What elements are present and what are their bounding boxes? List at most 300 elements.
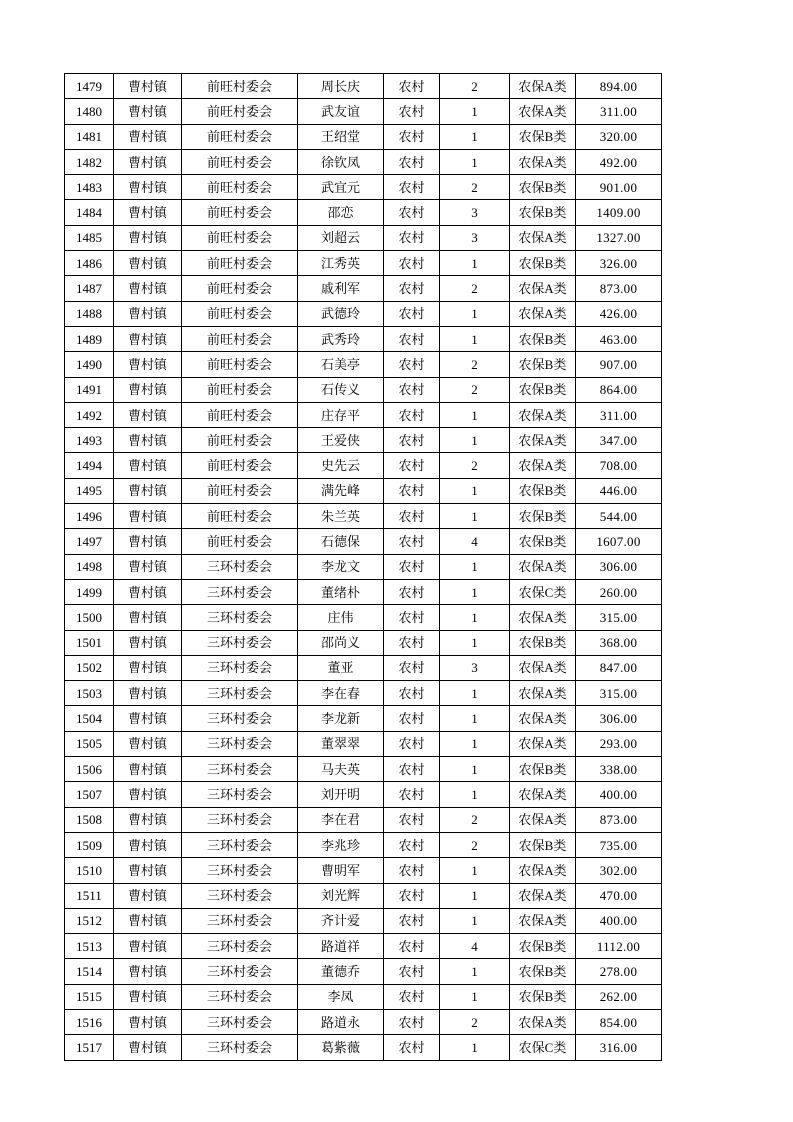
- cell-type: 农村: [384, 175, 440, 200]
- cell-amount: 302.00: [576, 858, 662, 883]
- cell-town: 曹村镇: [114, 478, 182, 503]
- cell-name: 李龙新: [298, 706, 384, 731]
- cell-seq: 1485: [65, 225, 114, 250]
- cell-name: 徐钦凤: [298, 149, 384, 174]
- cell-name: 路道永: [298, 1009, 384, 1034]
- cell-name: 董翠翠: [298, 731, 384, 756]
- cell-name: 李在春: [298, 681, 384, 706]
- cell-town: 曹村镇: [114, 175, 182, 200]
- cell-village: 三环村委会: [182, 681, 298, 706]
- cell-category: 农保A类: [510, 655, 576, 680]
- cell-seq: 1510: [65, 858, 114, 883]
- cell-village: 前旺村委会: [182, 504, 298, 529]
- cell-category: 农保A类: [510, 149, 576, 174]
- cell-seq: 1516: [65, 1009, 114, 1034]
- cell-name: 戚利军: [298, 276, 384, 301]
- cell-category: 农保A类: [510, 276, 576, 301]
- cell-amount: 320.00: [576, 124, 662, 149]
- cell-town: 曹村镇: [114, 934, 182, 959]
- cell-village: 三环村委会: [182, 832, 298, 857]
- table-row: [65, 1035, 662, 1060]
- cell-category: 农保B类: [510, 984, 576, 1009]
- cell-type: 农村: [384, 883, 440, 908]
- cell-village: 三环村委会: [182, 883, 298, 908]
- cell-category: 农保B类: [510, 251, 576, 276]
- cell-name: 董绪朴: [298, 579, 384, 604]
- cell-seq: 1489: [65, 326, 114, 351]
- cell-count: 1: [440, 554, 510, 579]
- table-row: [65, 175, 662, 200]
- cell-name: 李兆珍: [298, 832, 384, 857]
- cell-seq: 1490: [65, 352, 114, 377]
- table-row: [65, 655, 662, 680]
- cell-amount: 847.00: [576, 655, 662, 680]
- table-row: [65, 681, 662, 706]
- cell-village: 三环村委会: [182, 782, 298, 807]
- cell-name: 朱兰英: [298, 504, 384, 529]
- cell-seq: 1499: [65, 579, 114, 604]
- table-row: [65, 908, 662, 933]
- cell-amount: 306.00: [576, 554, 662, 579]
- cell-category: 农保B类: [510, 326, 576, 351]
- cell-town: 曹村镇: [114, 504, 182, 529]
- table-row: [65, 579, 662, 604]
- cell-village: 前旺村委会: [182, 251, 298, 276]
- cell-amount: 311.00: [576, 99, 662, 124]
- cell-count: 2: [440, 1009, 510, 1034]
- cell-type: 农村: [384, 478, 440, 503]
- table-row: [65, 554, 662, 579]
- cell-type: 农村: [384, 99, 440, 124]
- cell-category: 农保A类: [510, 225, 576, 250]
- cell-village: 三环村委会: [182, 1035, 298, 1060]
- cell-seq: 1491: [65, 377, 114, 402]
- cell-amount: 873.00: [576, 807, 662, 832]
- cell-village: 前旺村委会: [182, 200, 298, 225]
- cell-village: 三环村委会: [182, 554, 298, 579]
- cell-seq: 1496: [65, 504, 114, 529]
- cell-name: 李凤: [298, 984, 384, 1009]
- cell-seq: 1480: [65, 99, 114, 124]
- cell-name: 庄伟: [298, 605, 384, 630]
- cell-village: 前旺村委会: [182, 377, 298, 402]
- cell-name: 刘超云: [298, 225, 384, 250]
- cell-name: 满先峰: [298, 478, 384, 503]
- cell-town: 曹村镇: [114, 630, 182, 655]
- cell-town: 曹村镇: [114, 757, 182, 782]
- cell-amount: 873.00: [576, 276, 662, 301]
- cell-category: 农保A类: [510, 858, 576, 883]
- cell-seq: 1498: [65, 554, 114, 579]
- cell-count: 1: [440, 326, 510, 351]
- cell-name: 武友谊: [298, 99, 384, 124]
- cell-type: 农村: [384, 908, 440, 933]
- cell-category: 农保B类: [510, 757, 576, 782]
- cell-village: 前旺村委会: [182, 326, 298, 351]
- cell-count: 1: [440, 757, 510, 782]
- cell-name: 江秀英: [298, 251, 384, 276]
- cell-seq: 1514: [65, 959, 114, 984]
- cell-count: 1: [440, 984, 510, 1009]
- cell-category: 农保A类: [510, 453, 576, 478]
- cell-town: 曹村镇: [114, 428, 182, 453]
- cell-count: 1: [440, 149, 510, 174]
- cell-town: 曹村镇: [114, 1035, 182, 1060]
- cell-name: 史先云: [298, 453, 384, 478]
- cell-type: 农村: [384, 984, 440, 1009]
- table-row: [65, 428, 662, 453]
- cell-category: 农保B类: [510, 934, 576, 959]
- cell-name: 李龙文: [298, 554, 384, 579]
- cell-category: 农保B类: [510, 478, 576, 503]
- cell-town: 曹村镇: [114, 554, 182, 579]
- cell-town: 曹村镇: [114, 74, 182, 99]
- cell-seq: 1502: [65, 655, 114, 680]
- cell-seq: 1511: [65, 883, 114, 908]
- cell-village: 前旺村委会: [182, 478, 298, 503]
- cell-amount: 1409.00: [576, 200, 662, 225]
- cell-type: 农村: [384, 149, 440, 174]
- cell-category: 农保B类: [510, 529, 576, 554]
- cell-count: 1: [440, 478, 510, 503]
- cell-count: 1: [440, 251, 510, 276]
- cell-amount: 400.00: [576, 782, 662, 807]
- table-row: [65, 402, 662, 427]
- cell-seq: 1515: [65, 984, 114, 1009]
- cell-count: 1: [440, 428, 510, 453]
- cell-seq: 1501: [65, 630, 114, 655]
- cell-name: 董德乔: [298, 959, 384, 984]
- cell-amount: 907.00: [576, 352, 662, 377]
- cell-type: 农村: [384, 655, 440, 680]
- cell-name: 邵恋: [298, 200, 384, 225]
- cell-town: 曹村镇: [114, 377, 182, 402]
- cell-category: 农保A类: [510, 681, 576, 706]
- cell-town: 曹村镇: [114, 832, 182, 857]
- cell-name: 董亚: [298, 655, 384, 680]
- cell-type: 农村: [384, 377, 440, 402]
- table-row: [65, 630, 662, 655]
- cell-type: 农村: [384, 504, 440, 529]
- cell-name: 庄存平: [298, 402, 384, 427]
- cell-village: 三环村委会: [182, 908, 298, 933]
- cell-count: 2: [440, 352, 510, 377]
- cell-seq: 1500: [65, 605, 114, 630]
- cell-seq: 1487: [65, 276, 114, 301]
- cell-name: 石美亭: [298, 352, 384, 377]
- cell-type: 农村: [384, 579, 440, 604]
- cell-type: 农村: [384, 200, 440, 225]
- cell-type: 农村: [384, 225, 440, 250]
- cell-village: 前旺村委会: [182, 352, 298, 377]
- cell-amount: 1327.00: [576, 225, 662, 250]
- cell-amount: 1112.00: [576, 934, 662, 959]
- cell-count: 1: [440, 681, 510, 706]
- cell-amount: 901.00: [576, 175, 662, 200]
- cell-count: 4: [440, 529, 510, 554]
- cell-type: 农村: [384, 731, 440, 756]
- cell-category: 农保A类: [510, 807, 576, 832]
- cell-type: 农村: [384, 301, 440, 326]
- cell-type: 农村: [384, 529, 440, 554]
- cell-type: 农村: [384, 1009, 440, 1034]
- cell-village: 前旺村委会: [182, 149, 298, 174]
- cell-category: 农保B类: [510, 504, 576, 529]
- cell-category: 农保B类: [510, 352, 576, 377]
- cell-count: 3: [440, 200, 510, 225]
- cell-count: 1: [440, 731, 510, 756]
- table-row: [65, 504, 662, 529]
- cell-category: 农保A类: [510, 605, 576, 630]
- cell-name: 李在君: [298, 807, 384, 832]
- cell-seq: 1509: [65, 832, 114, 857]
- cell-seq: 1504: [65, 706, 114, 731]
- table-row: [65, 858, 662, 883]
- cell-count: 1: [440, 99, 510, 124]
- cell-type: 农村: [384, 757, 440, 782]
- cell-town: 曹村镇: [114, 959, 182, 984]
- cell-type: 农村: [384, 858, 440, 883]
- cell-type: 农村: [384, 706, 440, 731]
- cell-type: 农村: [384, 326, 440, 351]
- table-row: [65, 478, 662, 503]
- cell-name: 王爱侠: [298, 428, 384, 453]
- table-row: [65, 757, 662, 782]
- cell-name: 王绍堂: [298, 124, 384, 149]
- cell-count: 1: [440, 402, 510, 427]
- cell-count: 1: [440, 630, 510, 655]
- cell-count: 4: [440, 934, 510, 959]
- cell-name: 武德玲: [298, 301, 384, 326]
- cell-amount: 854.00: [576, 1009, 662, 1034]
- cell-village: 三环村委会: [182, 731, 298, 756]
- cell-seq: 1508: [65, 807, 114, 832]
- cell-name: 武秀玲: [298, 326, 384, 351]
- cell-town: 曹村镇: [114, 301, 182, 326]
- cell-seq: 1494: [65, 453, 114, 478]
- cell-village: 三环村委会: [182, 706, 298, 731]
- cell-category: 农保B类: [510, 959, 576, 984]
- cell-category: 农保B类: [510, 630, 576, 655]
- table-row: [65, 124, 662, 149]
- cell-type: 农村: [384, 276, 440, 301]
- table-row: [65, 959, 662, 984]
- cell-name: 刘开明: [298, 782, 384, 807]
- cell-type: 农村: [384, 782, 440, 807]
- cell-village: 前旺村委会: [182, 124, 298, 149]
- cell-category: 农保B类: [510, 124, 576, 149]
- cell-type: 农村: [384, 1035, 440, 1060]
- cell-town: 曹村镇: [114, 1009, 182, 1034]
- cell-name: 石传义: [298, 377, 384, 402]
- cell-count: 1: [440, 301, 510, 326]
- cell-amount: 368.00: [576, 630, 662, 655]
- cell-type: 农村: [384, 630, 440, 655]
- cell-name: 周长庆: [298, 74, 384, 99]
- cell-amount: 400.00: [576, 908, 662, 933]
- cell-type: 农村: [384, 934, 440, 959]
- cell-seq: 1481: [65, 124, 114, 149]
- cell-count: 1: [440, 858, 510, 883]
- cell-name: 邵尚义: [298, 630, 384, 655]
- cell-town: 曹村镇: [114, 326, 182, 351]
- cell-count: 2: [440, 377, 510, 402]
- cell-seq: 1488: [65, 301, 114, 326]
- cell-town: 曹村镇: [114, 149, 182, 174]
- table-row: [65, 326, 662, 351]
- table-body: [65, 74, 662, 1061]
- cell-count: 1: [440, 124, 510, 149]
- cell-category: 农保B类: [510, 200, 576, 225]
- cell-town: 曹村镇: [114, 984, 182, 1009]
- table-row: [65, 200, 662, 225]
- table-row: [65, 605, 662, 630]
- cell-amount: 293.00: [576, 731, 662, 756]
- cell-village: 前旺村委会: [182, 402, 298, 427]
- table-row: [65, 251, 662, 276]
- cell-village: 前旺村委会: [182, 301, 298, 326]
- cell-category: 农保C类: [510, 579, 576, 604]
- cell-village: 三环村委会: [182, 934, 298, 959]
- cell-village: 三环村委会: [182, 807, 298, 832]
- cell-amount: 492.00: [576, 149, 662, 174]
- cell-count: 1: [440, 504, 510, 529]
- cell-seq: 1497: [65, 529, 114, 554]
- table-row: [65, 149, 662, 174]
- cell-amount: 708.00: [576, 453, 662, 478]
- cell-village: 三环村委会: [182, 1009, 298, 1034]
- cell-type: 农村: [384, 453, 440, 478]
- cell-category: 农保B类: [510, 832, 576, 857]
- cell-name: 葛紫薇: [298, 1035, 384, 1060]
- cell-village: 前旺村委会: [182, 529, 298, 554]
- cell-town: 曹村镇: [114, 858, 182, 883]
- cell-name: 路道祥: [298, 934, 384, 959]
- cell-count: 1: [440, 908, 510, 933]
- table-row: [65, 276, 662, 301]
- cell-town: 曹村镇: [114, 124, 182, 149]
- cell-village: 三环村委会: [182, 858, 298, 883]
- cell-count: 2: [440, 74, 510, 99]
- cell-amount: 470.00: [576, 883, 662, 908]
- cell-count: 1: [440, 883, 510, 908]
- table-row: [65, 301, 662, 326]
- cell-category: 农保A类: [510, 1009, 576, 1034]
- cell-name: 刘光辉: [298, 883, 384, 908]
- cell-village: 前旺村委会: [182, 99, 298, 124]
- cell-count: 1: [440, 782, 510, 807]
- table-row: [65, 99, 662, 124]
- cell-town: 曹村镇: [114, 655, 182, 680]
- cell-town: 曹村镇: [114, 352, 182, 377]
- cell-category: 农保A类: [510, 908, 576, 933]
- cell-category: 农保B类: [510, 175, 576, 200]
- table-row: [65, 225, 662, 250]
- cell-category: 农保A类: [510, 554, 576, 579]
- cell-type: 农村: [384, 605, 440, 630]
- cell-name: 马夫英: [298, 757, 384, 782]
- cell-town: 曹村镇: [114, 706, 182, 731]
- table-sheet: [64, 73, 662, 1061]
- cell-category: 农保A类: [510, 706, 576, 731]
- cell-amount: 278.00: [576, 959, 662, 984]
- cell-town: 曹村镇: [114, 883, 182, 908]
- cell-seq: 1512: [65, 908, 114, 933]
- cell-name: 武宜元: [298, 175, 384, 200]
- cell-amount: 315.00: [576, 605, 662, 630]
- cell-category: 农保A类: [510, 74, 576, 99]
- cell-count: 3: [440, 655, 510, 680]
- cell-town: 曹村镇: [114, 807, 182, 832]
- cell-seq: 1505: [65, 731, 114, 756]
- cell-seq: 1486: [65, 251, 114, 276]
- cell-village: 前旺村委会: [182, 428, 298, 453]
- cell-category: 农保A类: [510, 883, 576, 908]
- cell-village: 前旺村委会: [182, 175, 298, 200]
- cell-category: 农保A类: [510, 782, 576, 807]
- cell-seq: 1479: [65, 74, 114, 99]
- cell-village: 三环村委会: [182, 757, 298, 782]
- cell-town: 曹村镇: [114, 251, 182, 276]
- cell-town: 曹村镇: [114, 453, 182, 478]
- cell-category: 农保A类: [510, 731, 576, 756]
- cell-type: 农村: [384, 402, 440, 427]
- cell-amount: 463.00: [576, 326, 662, 351]
- cell-type: 农村: [384, 832, 440, 857]
- cell-count: 2: [440, 453, 510, 478]
- table-row: [65, 529, 662, 554]
- cell-town: 曹村镇: [114, 731, 182, 756]
- table-row: [65, 74, 662, 99]
- table-row: [65, 706, 662, 731]
- cell-village: 三环村委会: [182, 630, 298, 655]
- cell-amount: 311.00: [576, 402, 662, 427]
- table-row: [65, 731, 662, 756]
- cell-town: 曹村镇: [114, 529, 182, 554]
- cell-count: 2: [440, 276, 510, 301]
- cell-amount: 1607.00: [576, 529, 662, 554]
- cell-village: 前旺村委会: [182, 276, 298, 301]
- cell-village: 三环村委会: [182, 579, 298, 604]
- cell-village: 前旺村委会: [182, 453, 298, 478]
- table-row: [65, 807, 662, 832]
- cell-amount: 347.00: [576, 428, 662, 453]
- cell-town: 曹村镇: [114, 402, 182, 427]
- cell-seq: 1483: [65, 175, 114, 200]
- cell-village: 前旺村委会: [182, 74, 298, 99]
- cell-amount: 338.00: [576, 757, 662, 782]
- cell-count: 1: [440, 706, 510, 731]
- cell-town: 曹村镇: [114, 681, 182, 706]
- cell-count: 2: [440, 807, 510, 832]
- cell-category: 农保C类: [510, 1035, 576, 1060]
- table-row: [65, 984, 662, 1009]
- table-row: [65, 352, 662, 377]
- table-row: [65, 1009, 662, 1034]
- cell-amount: 426.00: [576, 301, 662, 326]
- cell-amount: 316.00: [576, 1035, 662, 1060]
- cell-name: 齐计爱: [298, 908, 384, 933]
- cell-type: 农村: [384, 124, 440, 149]
- cell-town: 曹村镇: [114, 200, 182, 225]
- cell-type: 农村: [384, 554, 440, 579]
- subsidy-table: [64, 73, 662, 1061]
- cell-seq: 1493: [65, 428, 114, 453]
- cell-type: 农村: [384, 681, 440, 706]
- cell-category: 农保B类: [510, 377, 576, 402]
- cell-type: 农村: [384, 807, 440, 832]
- cell-village: 三环村委会: [182, 984, 298, 1009]
